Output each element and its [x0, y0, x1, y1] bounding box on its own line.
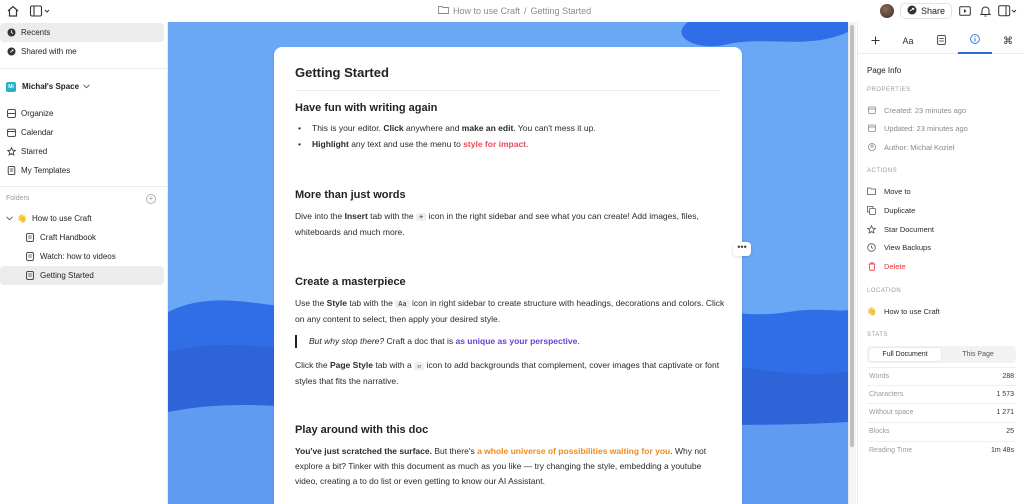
- folders-label: Folders: [6, 195, 30, 202]
- page-style-icon: [937, 35, 946, 47]
- paragraph[interactable]: [295, 358, 725, 389]
- breadcrumb-separator: /: [524, 5, 527, 16]
- bold-text: You've just scratched the surface.: [295, 446, 432, 456]
- stat-value: 1 573: [996, 390, 1014, 398]
- sidebar-item-label: Organize: [21, 109, 54, 118]
- stat-key: Blocks: [869, 427, 890, 435]
- stat-row: [867, 367, 1016, 384]
- text-span: tab with the: [346, 298, 396, 308]
- section-heading[interactable]: Create a masterpiece: [295, 276, 406, 288]
- text-span: Use the: [295, 298, 327, 308]
- share-icon: [907, 5, 917, 17]
- action-duplicate[interactable]: [867, 203, 915, 217]
- text-span: .: [526, 139, 529, 149]
- doc-label: Craft Handbook: [40, 233, 97, 242]
- tab-insert[interactable]: [858, 28, 892, 54]
- breadcrumb-doc[interactable]: Getting Started: [530, 5, 592, 16]
- stat-row: [867, 385, 1016, 402]
- highlight-text: a whole universe of possibilities waiting for you: [477, 446, 671, 456]
- bold-text: Page Style: [329, 360, 373, 370]
- folder-icon: [438, 5, 449, 16]
- inline-code: +: [416, 213, 426, 221]
- breadcrumb-folder[interactable]: How to use Craft: [453, 5, 521, 16]
- space-switcher[interactable]: [0, 77, 164, 96]
- present-icon[interactable]: [958, 4, 972, 18]
- scrollbar-thumb[interactable]: [850, 25, 854, 447]
- stat-key: Reading Time: [869, 446, 913, 454]
- doc-label: Watch: how to videos: [40, 252, 116, 261]
- text-span: icon in the right sidebar and see what you can create! Add images, files, whiteboards and much more.: [295, 211, 699, 237]
- right-panel-tabs: [858, 28, 1024, 54]
- sidebar-item-templates[interactable]: [0, 161, 164, 180]
- action-label: View Backups: [884, 242, 931, 252]
- doc-item-active[interactable]: [0, 266, 164, 285]
- section-heading[interactable]: Have fun with writing again: [295, 102, 438, 114]
- highlight-text: style for impact: [463, 139, 527, 149]
- calendar-icon: [867, 124, 876, 133]
- bold-text: Highlight: [312, 139, 349, 149]
- doc-label: Getting Started: [40, 271, 94, 280]
- action-label: Delete: [884, 261, 906, 271]
- left-sidebar: [0, 22, 168, 504]
- right-panel-toggle-icon[interactable]: [998, 4, 1018, 18]
- stat-value: 1m 48s: [991, 446, 1014, 454]
- section-heading[interactable]: Play around with this doc: [295, 424, 429, 436]
- paragraph[interactable]: [295, 209, 725, 240]
- sidebar-item-calendar[interactable]: [0, 123, 164, 142]
- calendar-icon: [6, 128, 16, 138]
- text-span: Click the: [295, 360, 330, 370]
- text-span: This is your editor.: [312, 123, 384, 133]
- section-heading[interactable]: More than just words: [295, 189, 406, 201]
- inline-code: ▫: [414, 362, 424, 370]
- share-button[interactable]: [900, 3, 952, 19]
- stat-key: Without space: [869, 408, 914, 416]
- action-move-to[interactable]: [867, 184, 911, 198]
- action-delete[interactable]: [867, 259, 906, 273]
- highlight-text: as unique as your perspective: [455, 336, 578, 346]
- created-text: Created: 23 minutes ago: [884, 105, 967, 115]
- doc-item[interactable]: [0, 247, 164, 266]
- section-label: LOCATION: [867, 288, 902, 294]
- user-icon: [867, 143, 876, 152]
- location-name: How to use Craft: [884, 306, 940, 316]
- document-canvas: [168, 22, 848, 504]
- text-span: Why not explore a bit? Tinker with this document as much as you like — try changing the style, embedding a youtube video, creating a to do list or even getting to know our AI Assistant.: [295, 446, 707, 486]
- info-icon: [970, 34, 980, 46]
- chevron-down-icon[interactable]: [6, 214, 13, 223]
- add-folder-button[interactable]: +: [146, 194, 156, 204]
- paragraph[interactable]: [295, 444, 725, 489]
- sidebar-item-recents[interactable]: [0, 23, 164, 42]
- quote-block[interactable]: [295, 334, 725, 349]
- text-span: .: [577, 336, 580, 346]
- segment-this-page[interactable]: This Page: [962, 351, 994, 358]
- right-panel: [857, 22, 1024, 504]
- paragraph[interactable]: [295, 296, 725, 327]
- history-icon: [867, 243, 876, 252]
- star-icon: [867, 225, 876, 234]
- share-label: Share: [920, 6, 945, 16]
- home-icon[interactable]: [6, 4, 20, 18]
- text-span: anywhere and: [403, 123, 462, 133]
- stat-row: [867, 422, 1016, 439]
- stat-key: Characters: [869, 390, 904, 398]
- text-span: icon in right sidebar to create structure with headings, decorations and colors. Click on any content to select, then apply your desired style.: [295, 298, 725, 324]
- author-name: Michał Kozieł: [910, 142, 955, 152]
- sidebar-item-organize[interactable]: [0, 104, 164, 123]
- sidebar-item-label: Starred: [21, 147, 48, 156]
- section-label: PROPERTIES: [867, 87, 911, 93]
- stat-key: Words: [869, 372, 890, 380]
- updated-text: Updated: 23 minutes ago: [884, 123, 968, 133]
- sidebar-item-label: Calendar: [21, 128, 54, 137]
- avatar[interactable]: [880, 4, 894, 18]
- document-icon: [25, 233, 35, 243]
- inline-code: Aa: [395, 300, 409, 308]
- style-icon: Aa: [902, 36, 914, 46]
- stat-row: [867, 403, 1016, 420]
- tab-shortcuts[interactable]: [991, 28, 1024, 54]
- grid-icon: [6, 109, 16, 119]
- plus-icon: [871, 36, 880, 47]
- page-title[interactable]: Getting Started: [295, 65, 389, 80]
- author-label: Author:: [884, 142, 909, 152]
- tab-style[interactable]: [891, 28, 925, 54]
- text-span: Dive into the: [295, 211, 345, 221]
- folder-move-icon: [867, 187, 876, 196]
- italic-text: But why stop there?: [309, 336, 385, 346]
- bullet-item[interactable]: [295, 137, 725, 152]
- segment-full-document[interactable]: Full Document: [869, 348, 941, 361]
- text-span: tab with a: [372, 360, 415, 370]
- location-row[interactable]: [867, 304, 940, 318]
- action-view-backups[interactable]: [867, 240, 931, 254]
- sidebar-item-starred[interactable]: [0, 142, 164, 161]
- action-label: Move to: [884, 186, 911, 196]
- bold-text: Click: [383, 123, 404, 133]
- text-span: icon to add backgrounds that complement, cover images that captivate or font styles that fits the narrative.: [295, 360, 720, 386]
- action-star[interactable]: [867, 222, 934, 236]
- top-bar: [0, 0, 1024, 22]
- sidebar-item-label: My Templates: [21, 166, 71, 175]
- command-icon: ⌘: [1003, 35, 1013, 47]
- folder-label: How to use Craft: [31, 214, 92, 223]
- doc-item[interactable]: [0, 228, 164, 247]
- bold-text: Style: [326, 298, 347, 308]
- space-name: Michał's Space: [22, 82, 80, 91]
- bold-text: Insert: [344, 211, 368, 221]
- title-divider: [295, 90, 719, 91]
- calendar-icon: [867, 106, 876, 115]
- space-badge: Mi: [6, 82, 16, 92]
- action-label: Duplicate: [884, 205, 916, 215]
- sidebar-item-label: Shared with me: [21, 47, 77, 56]
- panel-title: Page Info: [867, 66, 902, 75]
- divider: [0, 186, 168, 187]
- text-span: But there's: [431, 446, 478, 456]
- duplicate-icon: [867, 206, 876, 215]
- sidebar-toggle-icon[interactable]: [29, 4, 51, 18]
- bell-icon[interactable]: [978, 4, 992, 18]
- text-span: any text and use the menu to: [348, 139, 464, 149]
- text-span: Craft a doc that is: [384, 336, 456, 346]
- folder-item[interactable]: [0, 209, 164, 228]
- stat-value: 25: [1006, 427, 1014, 435]
- sidebar-item-label: Recents: [21, 28, 51, 37]
- bold-text: make an edit: [461, 123, 514, 133]
- wave-emoji-icon: 👋: [866, 306, 877, 316]
- wave-emoji-icon: 👋: [17, 214, 27, 223]
- top-right-controls: [880, 3, 1018, 19]
- section-label: STATS: [867, 332, 888, 338]
- text-span: . You can't mess it up.: [513, 123, 596, 133]
- text-span: tab with the: [367, 211, 416, 221]
- trash-icon: [867, 262, 876, 271]
- created-row: [867, 103, 966, 117]
- chevron-down-icon: [83, 82, 90, 91]
- action-label: Star Document: [884, 224, 935, 234]
- stat-value: 288: [1002, 372, 1014, 380]
- share-icon: [6, 47, 16, 57]
- clock-icon: [6, 28, 16, 38]
- tab-page-info[interactable]: [958, 28, 992, 54]
- bullet-item[interactable]: [295, 121, 725, 136]
- stats-scope-toggle: [867, 346, 1016, 363]
- document-icon: [25, 252, 35, 262]
- document-icon: [25, 271, 35, 281]
- breadcrumb: [438, 5, 591, 16]
- template-icon: [6, 166, 16, 176]
- document-page[interactable]: [274, 47, 742, 504]
- stat-value: 1 271: [996, 408, 1014, 416]
- block-options-button[interactable]: •••: [733, 242, 751, 256]
- stat-row: [867, 441, 1016, 458]
- author-row: [867, 140, 954, 154]
- tab-page-style[interactable]: [924, 28, 958, 54]
- updated-row: [867, 121, 968, 135]
- section-label: ACTIONS: [867, 168, 898, 174]
- star-icon: [6, 147, 16, 157]
- sidebar-item-shared[interactable]: [0, 42, 164, 61]
- divider: [0, 68, 168, 69]
- text-span: .: [670, 446, 673, 456]
